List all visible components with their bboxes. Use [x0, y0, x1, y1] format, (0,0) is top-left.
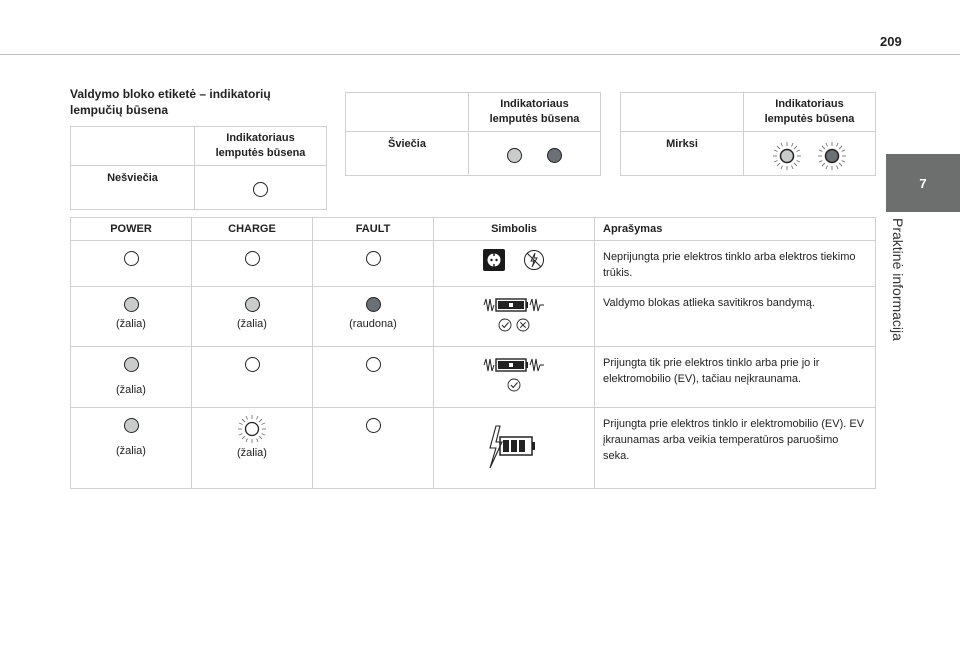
- chapter-title: [880, 218, 920, 378]
- chapter-tab[interactable]: [886, 154, 960, 212]
- row-description: Prijungta tik prie elektros tinklo arba prie jo ir elektromobilio (EV), tačiau neįkraunama.: [595, 347, 876, 408]
- legend-on-empty: [346, 93, 469, 132]
- charge-led-blink-icon: [237, 414, 267, 444]
- col-charge: CHARGE: [192, 218, 313, 241]
- fault-led-icon: [366, 251, 381, 266]
- legend-on-label: Šviečia: [346, 132, 469, 176]
- page-number: 209: [880, 34, 902, 49]
- power-led-icon: [124, 297, 139, 312]
- charge-led-note: (žalia): [237, 318, 267, 330]
- led-blink-red-icon: [817, 141, 847, 171]
- table-row: [71, 347, 876, 408]
- lightning-battery-charging-icon: [486, 424, 542, 470]
- col-description: Aprašymas: [595, 218, 876, 241]
- chapter-title-text: Praktinė informacija: [890, 218, 906, 341]
- charge-led-note: (žalia): [237, 447, 267, 459]
- fault-led-icon: [366, 297, 381, 312]
- power-led-note: (žalia): [116, 445, 146, 457]
- legend-blink-empty: [621, 93, 744, 132]
- power-led-note: (žalia): [116, 318, 146, 330]
- power-led-note: (žalia): [116, 384, 146, 396]
- legend-blink-icon-cell: [744, 132, 876, 176]
- section-title: Valdymo bloko etiketė – indikatorių lempučių būsena: [70, 87, 271, 117]
- table-row: [71, 408, 876, 489]
- fault-led-icon: [366, 357, 381, 372]
- plug-battery-plug-icon: [483, 295, 545, 315]
- fault-led-icon: [366, 418, 381, 433]
- power-led-icon: [124, 357, 139, 372]
- legend-on-icon-cell: [469, 132, 601, 176]
- row-description: Prijungta prie elektros tinklo ir elektromobilio (EV). EV įkraunamas arba veikia temperatūros paruošimo seka.: [595, 408, 876, 489]
- cross-icon: [516, 318, 530, 332]
- row-description: Valdymo blokas atlieka savitikros bandymą.: [595, 287, 876, 347]
- col-fault: FAULT: [313, 218, 434, 241]
- header-rule: [0, 54, 960, 55]
- table-row: [71, 241, 876, 287]
- table-row: [71, 287, 876, 347]
- col-power: POWER: [71, 218, 192, 241]
- legend-on-table: [345, 92, 601, 176]
- no-power-icon: [523, 249, 545, 271]
- legend-blink-label: Mirksi: [621, 132, 744, 176]
- led-off-icon: [253, 182, 268, 197]
- legend-on-header: Indikatoriaus lemputės būsena: [469, 93, 601, 132]
- legend-off-empty: [71, 127, 195, 166]
- legend-off-header: Indikatoriaus lemputės būsena: [195, 127, 327, 166]
- chapter-tab-number: 7: [919, 175, 927, 191]
- legend-off-table: [70, 126, 327, 210]
- fault-led-note: (raudona): [349, 318, 397, 330]
- row-description: Neprijungta prie elektros tinklo arba elektros tiekimo trūkis.: [595, 241, 876, 287]
- check-icon: [507, 378, 521, 392]
- charge-led-icon: [245, 357, 260, 372]
- table-header-row: [71, 218, 876, 241]
- legend-blink-header: Indikatoriaus lemputės būsena: [744, 93, 876, 132]
- legend-off-icon-cell: [195, 166, 327, 210]
- led-blink-green-icon: [772, 141, 802, 171]
- power-led-icon: [124, 418, 139, 433]
- legend-blink-table: [620, 92, 876, 176]
- charge-led-icon: [245, 297, 260, 312]
- check-icon: [498, 318, 512, 332]
- led-on-red-icon: [547, 148, 562, 163]
- power-led-icon: [124, 251, 139, 266]
- col-symbol: Simbolis: [434, 218, 595, 241]
- socket-icon: [483, 249, 505, 271]
- charge-led-icon: [245, 251, 260, 266]
- led-on-green-icon: [507, 148, 522, 163]
- legend-off-label: Nešviečia: [71, 166, 195, 210]
- plug-battery-plug-icon: [483, 355, 545, 375]
- indicator-states-table: [70, 217, 876, 489]
